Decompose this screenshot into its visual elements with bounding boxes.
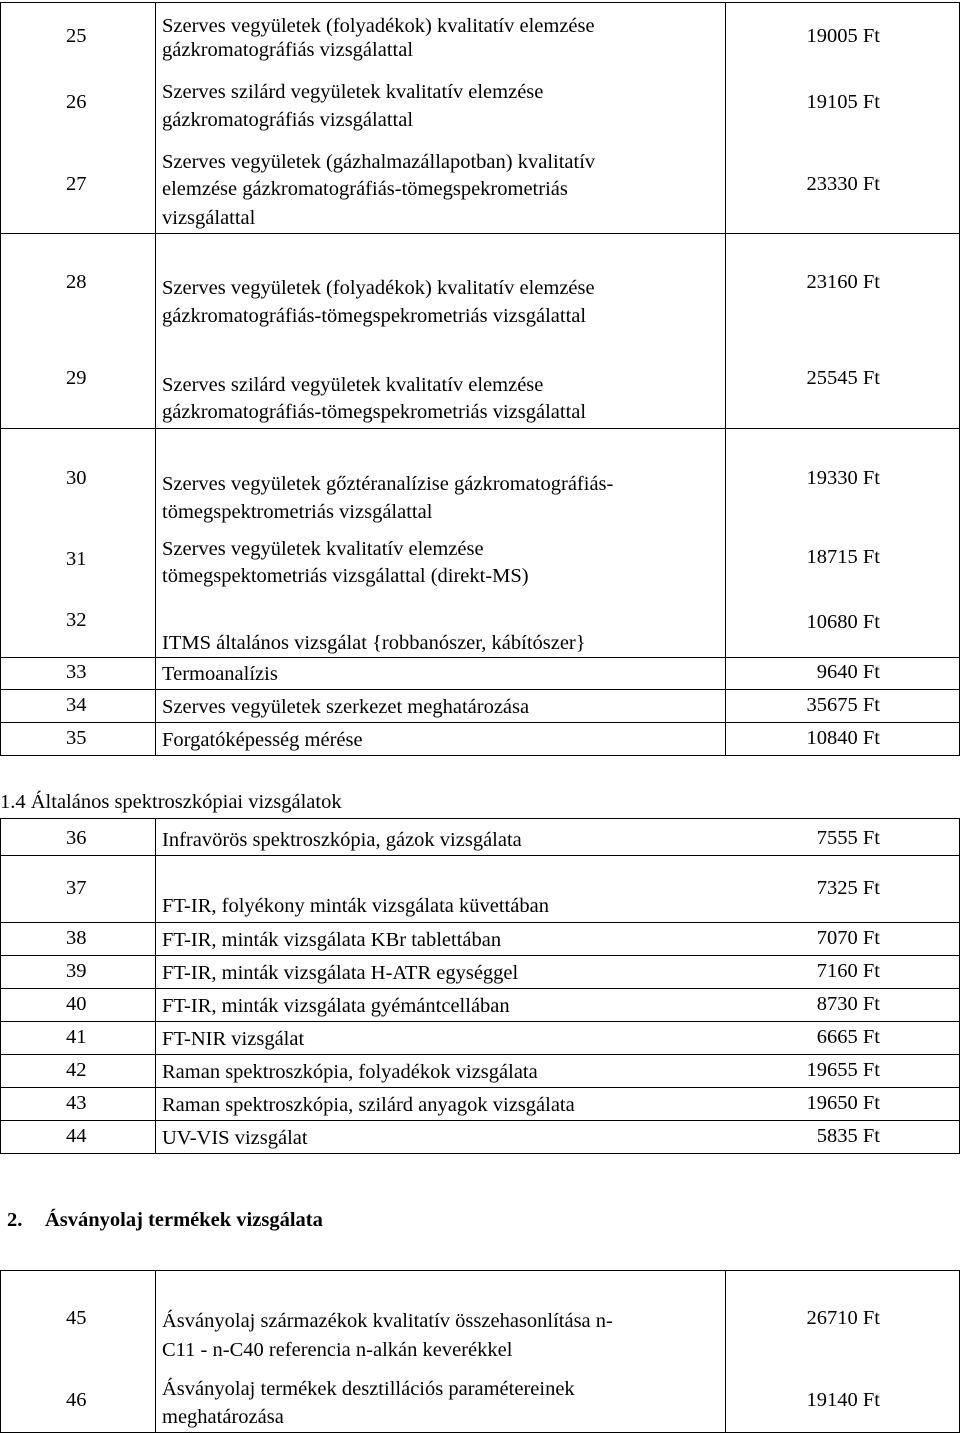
row-description: Raman spektroszkópia, folyadékok vizsgálata (162, 1061, 538, 1083)
row-number: 44 (66, 1125, 87, 1147)
row-number: 41 (66, 1026, 87, 1048)
row-number: 36 (66, 827, 87, 849)
row-description: meghatározása (162, 1406, 284, 1428)
row-divider (0, 233, 960, 234)
row-description: elemzése gázkromatográfiás-tömegspekrometriás (162, 178, 568, 200)
column-divider (155, 2, 156, 756)
row-number: 30 (66, 467, 87, 489)
row-description: gázkromatográfiás vizsgálattal (162, 109, 414, 131)
row-price: 7160 Ft (816, 960, 880, 982)
row-number: 28 (66, 271, 87, 293)
row-number: 33 (66, 661, 87, 683)
row-description: FT-IR, minták vizsgálata H-ATR egységgel (162, 962, 519, 984)
row-description: Szerves vegyületek gőztéranalízise gázkromatográfiás- (162, 473, 614, 495)
row-description: ITMS általános vizsgálat {robbanószer, kábítószer} (162, 632, 586, 654)
row-divider (0, 855, 960, 856)
row-price: 7555 Ft (816, 827, 880, 849)
row-description: Ásványolaj termékek desztillációs paramétereinek (162, 1378, 575, 1400)
row-description: Szerves szilárd vegyületek kvalitatív elemzése (162, 81, 544, 103)
table-border-top (0, 2, 960, 3)
row-number: 29 (66, 367, 87, 389)
row-price: 7325 Ft (816, 877, 880, 899)
row-divider (0, 722, 960, 723)
row-description: tömegspektrometriás vizsgálattal (162, 501, 433, 523)
row-description: Raman spektroszkópia, szilárd anyagok vizsgálata (162, 1094, 575, 1116)
row-description: UV-VIS vizsgálat (162, 1127, 308, 1149)
row-number: 34 (66, 694, 87, 716)
row-description: FT-IR, folyékony minták vizsgálata küvettában (162, 895, 549, 917)
row-divider (0, 922, 960, 923)
row-description: FT-NIR vizsgálat (162, 1028, 305, 1050)
column-divider (155, 1270, 156, 1433)
row-number: 43 (66, 1092, 87, 1114)
row-number: 42 (66, 1059, 87, 1081)
row-price: 19140 Ft (806, 1389, 880, 1411)
table-border-bottom (0, 755, 960, 756)
column-divider (725, 2, 726, 756)
row-number: 37 (66, 877, 87, 899)
row-number: 31 (66, 548, 87, 570)
row-description: Szerves szilárd vegyületek kvalitatív elemzése (162, 374, 544, 396)
row-divider (0, 955, 960, 956)
row-description: gázkromatográfiás-tömegspekrometriás vizsgálattal (162, 305, 587, 327)
section-number: 2. (7, 1209, 23, 1231)
row-description: C11 - n-C40 referencia n-alkán keverékkel (162, 1339, 513, 1361)
row-description: tömegspektometriás vizsgálattal (direkt-MS) (162, 565, 529, 587)
table-border-top (0, 1270, 960, 1271)
row-description: Termoanalízis (162, 663, 278, 685)
row-divider (0, 1087, 960, 1088)
row-divider (0, 988, 960, 989)
row-price: 19005 Ft (806, 25, 880, 47)
row-number: 40 (66, 993, 87, 1015)
column-divider (155, 818, 156, 1154)
row-price: 9640 Ft (816, 661, 880, 683)
row-description: vizsgálattal (162, 207, 256, 229)
row-price: 18715 Ft (806, 546, 880, 568)
row-number: 46 (66, 1389, 87, 1411)
row-price: 10680 Ft (806, 611, 880, 633)
row-price: 25545 Ft (806, 367, 880, 389)
column-divider (0, 2, 1, 756)
row-description: FT-IR, minták vizsgálata KBr tablettában (162, 929, 502, 951)
row-number: 27 (66, 173, 87, 195)
row-description: Ásványolaj származékok kvalitatív összehasonlítása n- (162, 1310, 613, 1332)
row-divider (0, 1021, 960, 1022)
column-divider (0, 818, 1, 1154)
row-divider (0, 1054, 960, 1055)
row-price: 5835 Ft (816, 1125, 880, 1147)
row-price: 19105 Ft (806, 91, 880, 113)
table-border-bottom (0, 1153, 960, 1154)
row-price: 23160 Ft (806, 271, 880, 293)
table-border-bottom (0, 1432, 960, 1433)
row-number: 45 (66, 1307, 87, 1329)
row-divider (0, 428, 960, 429)
row-price: 19650 Ft (806, 1092, 880, 1114)
row-description: Szerves vegyületek kvalitatív elemzése (162, 538, 484, 560)
row-divider (0, 657, 960, 658)
section-heading: Ásványolaj termékek vizsgálata (45, 1209, 323, 1231)
row-price: 23330 Ft (806, 173, 880, 195)
row-price: 8730 Ft (816, 993, 880, 1015)
row-description: gázkromatográfiás vizsgálattal (162, 39, 414, 61)
row-number: 32 (66, 609, 87, 631)
row-description: Szerves vegyületek (folyadékok) kvalitatív elemzése (162, 15, 595, 37)
row-description: gázkromatográfiás-tömegspekrometriás vizsgálattal (162, 401, 587, 423)
row-description: Forgatóképesség mérése (162, 729, 363, 751)
row-divider (0, 689, 960, 690)
row-price: 6665 Ft (816, 1026, 880, 1048)
row-description: Szerves vegyületek (gázhalmazállapotban) kvalitatív (162, 151, 596, 173)
row-number: 38 (66, 927, 87, 949)
column-divider (725, 1270, 726, 1433)
table-border-top (0, 818, 960, 819)
row-price: 35675 Ft (806, 694, 880, 716)
row-price: 10840 Ft (806, 727, 880, 749)
row-description: FT-IR, minták vizsgálata gyémántcellában (162, 995, 510, 1017)
row-description: Infravörös spektroszkópia, gázok vizsgálata (162, 829, 522, 851)
row-number: 26 (66, 91, 87, 113)
row-price: 19655 Ft (806, 1059, 880, 1081)
row-price: 7070 Ft (816, 927, 880, 949)
row-divider (0, 1120, 960, 1121)
column-divider (0, 1270, 1, 1433)
row-number: 25 (66, 25, 87, 47)
row-number: 39 (66, 960, 87, 982)
row-description: Szerves vegyületek (folyadékok) kvalitatív elemzése (162, 277, 595, 299)
row-price: 19330 Ft (806, 467, 880, 489)
row-number: 35 (66, 727, 87, 749)
row-description: Szerves vegyületek szerkezet meghatározása (162, 696, 530, 718)
row-price: 26710 Ft (806, 1307, 880, 1329)
section-heading: 1.4 Általános spektroszkópiai vizsgálatok (0, 791, 342, 813)
